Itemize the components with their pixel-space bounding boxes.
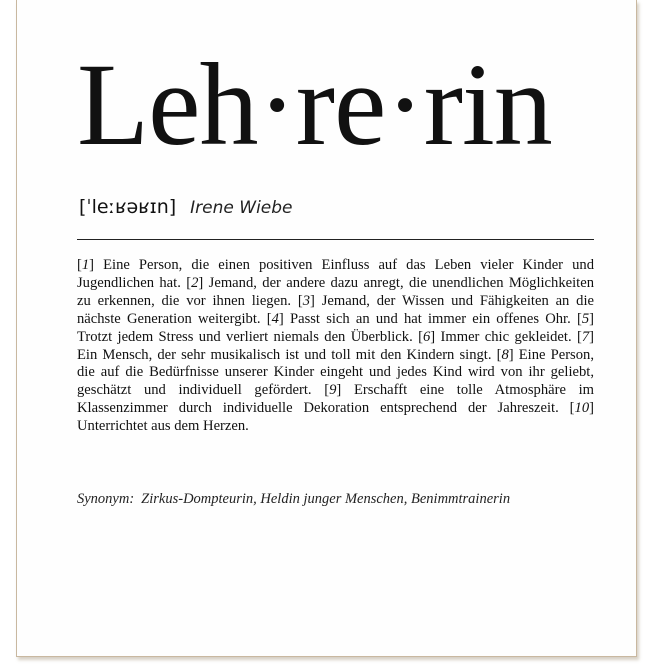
divider-line: [77, 239, 594, 240]
definition-item: [8] Eine Person, die auf die Bedürfnisse unserer Kinder eingeht und jedes Kind wird von ihr geliebt, geschätzt und individuell gefördert.: [77, 346, 594, 399]
definition-number: 1: [81, 257, 90, 273]
definition-item: [6] Immer chic gekleidet.: [418, 328, 572, 345]
definition-text-item: Erschafft eine tolle Atmosphäre im Klassenzimmer durch individuelle Dekoration entsprechend der Jahreszeit.: [77, 382, 594, 417]
definition-text-item: Trotzt jedem Stress und verliert niemals den Überblick.: [77, 328, 413, 345]
pronunciation-line: [79, 196, 293, 218]
definition-item: [7] Ein Mensch, der sehr musikalisch ist und toll mit den Kindern singt.: [77, 328, 595, 363]
author-name: Irene Wiebe: [190, 198, 293, 218]
definition-text-item: Unterrichtet aus dem Herzen.: [77, 418, 249, 435]
synonyms-label: Synonym:: [77, 491, 135, 507]
definition-number: 3: [302, 292, 311, 309]
definition-text-item: Passt sich an und hat immer ein offenes Ohr.: [289, 310, 571, 327]
definition-item: [1] Eine Person, die einen positiven Einfluss auf das Leben vieler Kinder und Jugendlichen hat.: [77, 257, 594, 291]
definition-number: 7: [581, 328, 590, 345]
definition-text-item: Ein Mensch, der sehr musikalisch ist und toll mit den Kindern singt.: [77, 346, 492, 363]
definition-text: [77, 257, 594, 436]
definition-number: 4: [271, 310, 279, 327]
definition-item: [3] Jemand, der Wissen und Fähigkeiten an die nächste Generation weitergibt.: [77, 292, 594, 327]
definition-item: [5] Trotzt jedem Stress und verliert niemals den Überblick.: [77, 310, 594, 345]
definition-text-item: Immer chic gekleidet.: [440, 328, 572, 345]
definition-item: [2] Jemand, der andere dazu anregt, die unendlichen Möglichkeiten zu erkennen, die vor ihnen liegen.: [77, 274, 594, 309]
definition-text-item: Jemand, der andere dazu anregt, die unendlichen Möglichkeiten zu erkennen, die vor ihnen liegen.: [77, 274, 594, 309]
definition-text-item: Eine Person, die auf die Bedürfnisse unserer Kinder eingeht und jedes Kind wird von ihr geliebt, geschätzt und individuell gefördert.: [77, 346, 594, 399]
poster: [16, 0, 637, 657]
definition-text-item: Jemand, der Wissen und Fähigkeiten an die nächste Generation weitergibt.: [77, 292, 594, 327]
synonyms-line: [77, 491, 597, 508]
definition-item: [4] Passt sich an und hat immer ein offenes Ohr.: [266, 310, 571, 327]
definition-number: 6: [422, 328, 431, 345]
definition-number: 9: [329, 382, 337, 399]
definition-text-item: Eine Person, die einen positiven Einfluss auf das Leben vieler Kinder und Jugendlichen hat.: [77, 257, 594, 291]
definition-item: [10] Unterrichtet aus dem Herzen.: [77, 400, 595, 435]
pronunciation: [ˈleːʁəʁɪn]: [79, 196, 177, 218]
definition-number: 8: [501, 346, 509, 363]
definition-item: [9] Erschafft eine tolle Atmosphäre im Klassenzimmer durch individuelle Dekoration entsprechend der Jahreszeit.: [77, 382, 594, 417]
definition-number: 5: [581, 310, 590, 327]
headword: Leh·re·rin: [77, 39, 552, 170]
definition-number: 2: [191, 274, 199, 291]
synonyms-list: Zirkus-Dompteurin, Heldin junger Menschen, Benimmtrainerin: [141, 491, 511, 507]
definition-number: 10: [574, 400, 590, 417]
